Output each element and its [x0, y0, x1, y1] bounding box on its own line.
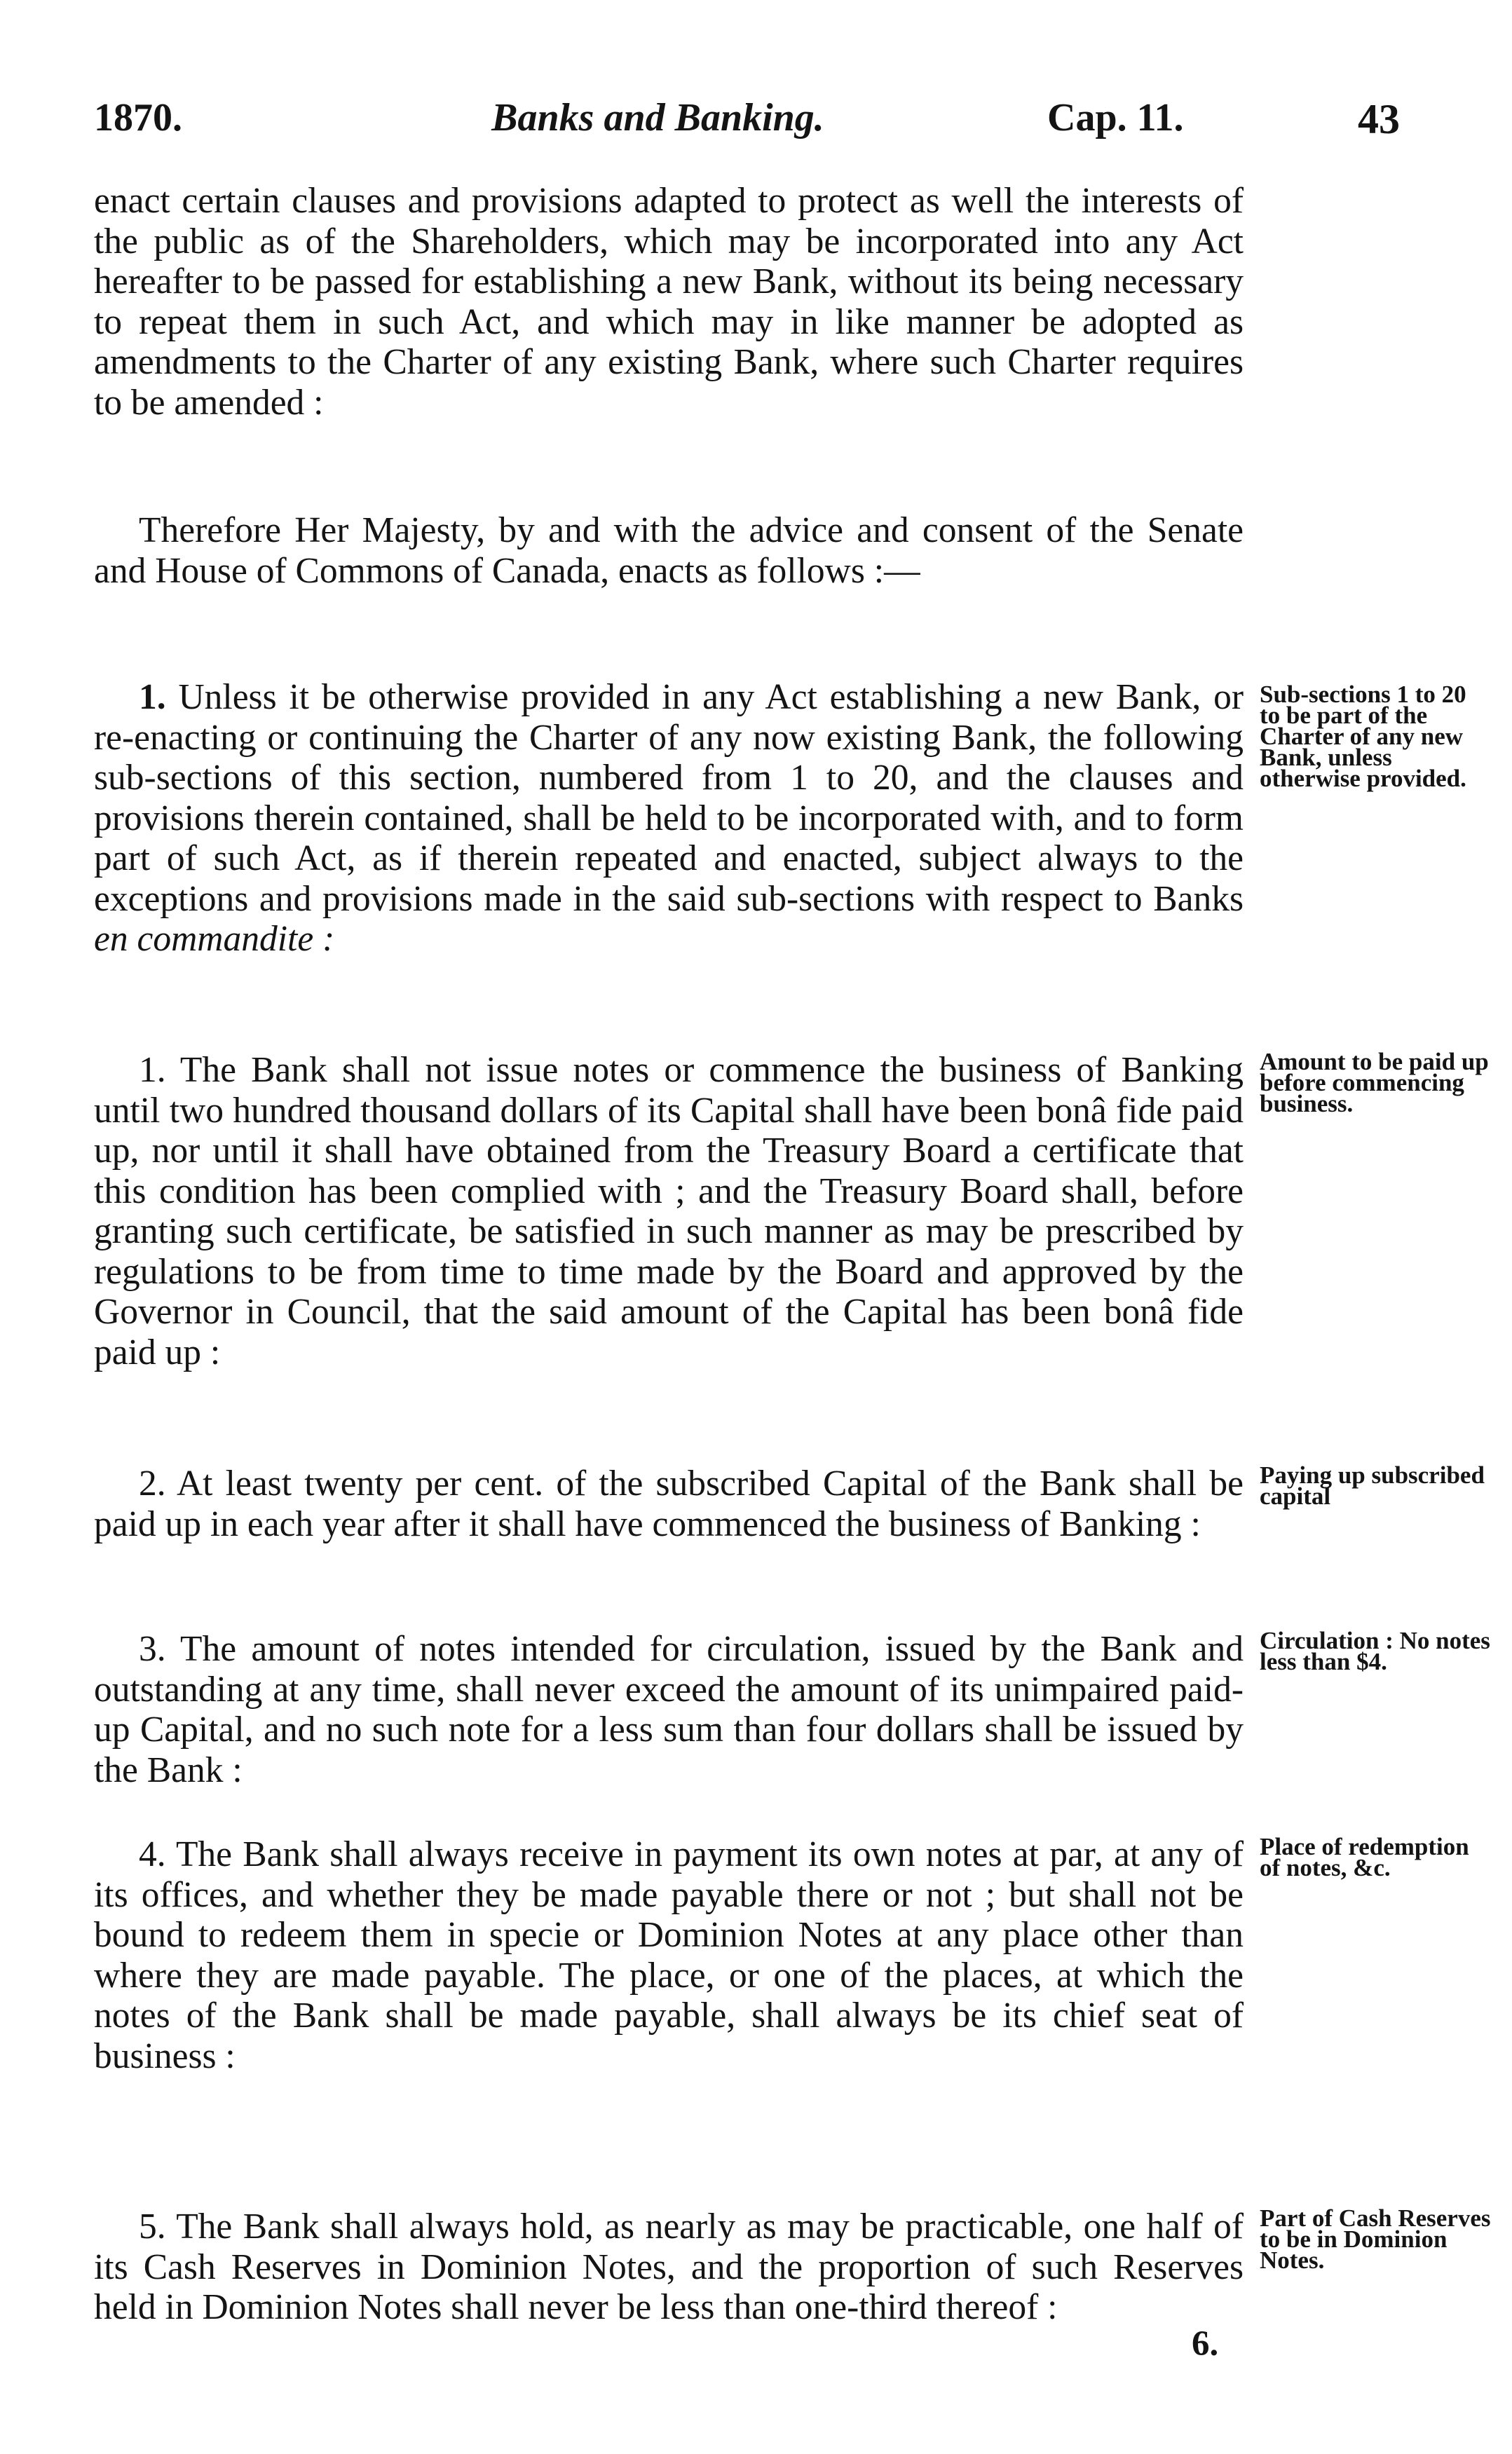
- section-1: [94, 677, 1244, 960]
- catchword: 6.: [1192, 2324, 1219, 2364]
- preamble-continuation: [94, 181, 1244, 423]
- marginal-note-paying-up: Paying up subscribed capital: [1260, 1461, 1485, 1510]
- header-chapter: Cap. 11.: [1047, 96, 1184, 139]
- subsection-5: [94, 2207, 1244, 2328]
- subsection-text: 1. The Bank shall not issue notes or commence the business of Banking until two hundred thousand dollars of its Capital shall have been bonâ fide paid up, nor until it shall have obtained from the Treasury Board a certificate that this condition has been complied with ; and the Treasury Board shall, before granting such certificate, be satisfied in such manner as may be prescribed by regulations to be from time to time made by the Board and approved by the Governor in Council, that the said amount of the Capital has been bonâ fide paid up :: [94, 1050, 1244, 1372]
- marginal-note-redemption: Place of redemption of notes, &c.: [1260, 1833, 1469, 1881]
- enacting-text: Therefore Her Majesty, by and with the advice and consent of the Senate and House of Commons of Canada, enacts as follows :—: [94, 510, 1244, 591]
- preamble-text: enact certain clauses and provisions adapted to protect as well the interests of the public as of the Shareholders, which may be incorporated into any Act hereafter to be passed for establishing a new Bank, without its being necessary to repeat them in such Act, and which may in like manner be adopted as amendments to the Charter of any existing Bank, where such Charter requires to be amended :: [94, 181, 1244, 423]
- subsection-text: 5. The Bank shall always hold, as nearly as may be practicable, one half of its Cash Reserves in Dominion Notes, and the proportion of such Reserves held in Dominion Notes shall never be less than one-third thereof :: [94, 2207, 1244, 2327]
- marginal-note-amount: Amount to be paid up before commencing business.: [1260, 1048, 1489, 1117]
- subsection-3: [94, 1629, 1244, 1790]
- subsection-text: 4. The Bank shall always receive in payment its own notes at par, at any of its offices, and whether they be made payable there or not ; but shall not be bound to redeem them in specie or Dominion Notes at any place other than where they are made payable. The place, or one of the places, at which the notes of the Bank shall be made payable, shall always be its chief seat of business :: [94, 1834, 1244, 2076]
- subsection-2: [94, 1464, 1244, 1544]
- subsection-text: 2. At least twenty per cent. of the subscribed Capital of the Bank shall be paid up in each year after it shall have commenced the business of Banking :: [94, 1464, 1244, 1544]
- marginal-note-subsections: Sub-sections 1 to 20 to be part of the Charter of any new Bank, unless otherwise provided.: [1260, 681, 1466, 792]
- marginal-note-cash-reserves: Part of Cash Reserves to be in Dominion Notes.: [1260, 2204, 1491, 2274]
- page-number: 43: [1358, 96, 1400, 142]
- marginal-note-circulation: Circulation : No notes less than $4.: [1260, 1627, 1490, 1675]
- subsection-1: [94, 1050, 1244, 1372]
- section-number: 1.: [139, 677, 166, 717]
- subsection-4: [94, 1834, 1244, 2076]
- header-title: Banks and Banking.: [491, 96, 824, 139]
- subsection-text: 3. The amount of notes intended for circulation, issued by the Bank and outstanding at any time, shall never exceed the amount of its unimpaired paid-up Capital, and no such note for a less sum than four dollars shall be issued by the Bank :: [94, 1629, 1244, 1790]
- section-text: Unless it be otherwise provided in any Act establishing a new Bank, or re-enacting or continuing the Charter of any now existing Bank, the following sub-sections of this section, numbered from 1 to 20, and the clauses and provisions therein contained, shall be held to be incorporated with, and to form part of such Act, as if therein repeated and enacted, subject always to the exceptions and provisions made in the said sub-sections with respect to Banks: [94, 677, 1244, 919]
- enacting-clause: [94, 510, 1244, 591]
- header-year: 1870.: [94, 96, 182, 139]
- section-text-tail: en commandite :: [94, 919, 335, 959]
